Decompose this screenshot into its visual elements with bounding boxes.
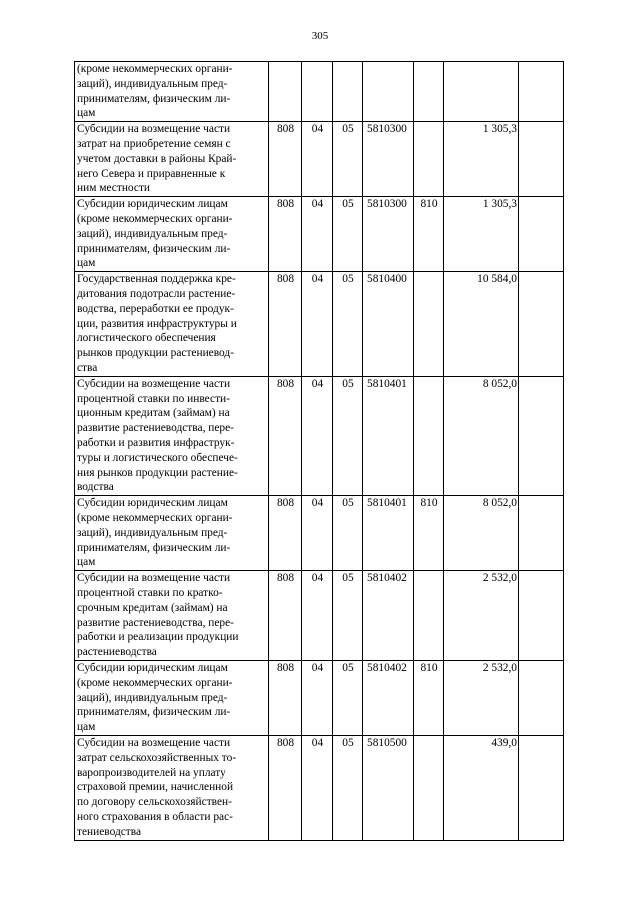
subsection-code-cell: 05 <box>333 735 363 840</box>
expense-name-line: водства <box>77 481 114 494</box>
subsection-code-cell <box>333 62 363 122</box>
extra-cell <box>519 122 564 197</box>
table-row <box>75 735 564 840</box>
extra-cell <box>519 272 564 377</box>
extra-cell <box>519 571 564 661</box>
expense-name-line: (кроме некоммерческих органи- <box>77 212 233 225</box>
budget-table <box>74 61 564 841</box>
expense-name-line: Субсидии на возмещение части <box>77 123 231 136</box>
table-row <box>75 122 564 197</box>
subsection-code-cell: 05 <box>333 272 363 377</box>
table-row <box>75 571 564 661</box>
amount-cell: 439,0 <box>444 735 519 840</box>
expense-name-cell <box>75 571 269 661</box>
expense-name-line: процентной ставки по инвести- <box>77 392 230 405</box>
ministry-code-cell <box>269 62 302 122</box>
expense-type-cell <box>414 272 444 377</box>
table-row <box>75 496 564 571</box>
ministry-code-cell: 808 <box>269 571 302 661</box>
section-code-cell: 04 <box>302 272 333 377</box>
expense-name-line: цам <box>77 556 96 569</box>
expense-name-line: (кроме некоммерческих органи- <box>77 511 233 524</box>
expense-name-line: цам <box>77 721 96 734</box>
expense-name-line: заций), индивидуальным пред- <box>77 526 228 539</box>
expense-name-line: растениеводства <box>77 646 157 659</box>
expense-name-line: логистического обеспечения <box>77 332 216 345</box>
extra-cell <box>519 660 564 735</box>
expense-name-cell <box>75 62 269 122</box>
expense-type-cell <box>414 735 444 840</box>
expense-name-line: принимателям, физическим ли- <box>77 92 231 105</box>
table-row <box>75 272 564 377</box>
expense-name-cell <box>75 197 269 272</box>
subsection-code-cell: 05 <box>333 496 363 571</box>
expense-name-line: дитования подотрасли растение- <box>77 287 236 300</box>
page-number: 305 <box>311 30 329 42</box>
ministry-code-cell: 808 <box>269 376 302 495</box>
expense-name-line: страховой премии, начисленной <box>77 781 234 794</box>
table-row <box>75 197 564 272</box>
section-code-cell: 04 <box>302 197 333 272</box>
expense-name-line: принимателям, физическим ли- <box>77 242 231 255</box>
section-code-cell <box>302 62 333 122</box>
expense-name-line: ства <box>77 361 98 374</box>
expense-name-line: Субсидии на возмещение части <box>77 572 231 585</box>
target-article-cell: 5810402 <box>363 571 414 661</box>
ministry-code-cell: 808 <box>269 197 302 272</box>
extra-cell <box>519 735 564 840</box>
expense-name-line: принимателям, физическим ли- <box>77 541 231 554</box>
expense-name-cell <box>75 735 269 840</box>
expense-name-line: ции, развития инфраструктуры и <box>77 317 237 330</box>
amount-cell: 1 305,3 <box>444 197 519 272</box>
subsection-code-cell: 05 <box>333 571 363 661</box>
ministry-code-cell: 808 <box>269 272 302 377</box>
expense-name-line: развитие растениеводства, пере- <box>77 616 234 629</box>
amount-cell: 2 532,0 <box>444 571 519 661</box>
expense-name-line: учетом доставки в районы Край- <box>77 152 237 165</box>
target-article-cell: 5810300 <box>363 122 414 197</box>
section-code-cell: 04 <box>302 496 333 571</box>
target-article-cell <box>363 62 414 122</box>
amount-cell: 10 584,0 <box>444 272 519 377</box>
target-article-cell: 5810402 <box>363 660 414 735</box>
extra-cell <box>519 62 564 122</box>
expense-name-line: ния рынков продукции растение- <box>77 466 238 479</box>
expense-type-cell <box>414 376 444 495</box>
subsection-code-cell: 05 <box>333 197 363 272</box>
expense-name-line: (кроме некоммерческих органи- <box>77 63 233 75</box>
extra-cell <box>519 197 564 272</box>
expense-type-cell <box>414 571 444 661</box>
expense-name-line: (кроме некоммерческих органи- <box>77 676 233 689</box>
expense-name-line: рынков продукции растениевод- <box>77 347 234 360</box>
expense-type-cell: 810 <box>414 197 444 272</box>
amount-cell: 2 532,0 <box>444 660 519 735</box>
section-code-cell: 04 <box>302 122 333 197</box>
subsection-code-cell: 05 <box>333 376 363 495</box>
expense-name-line: заций), индивидуальным пред- <box>77 691 228 704</box>
expense-name-line: варопроизводителей на уплату <box>77 766 226 779</box>
table-row <box>75 376 564 495</box>
expense-name-line: Субсидии юридическим лицам <box>77 497 228 510</box>
target-article-cell: 5810400 <box>363 272 414 377</box>
expense-name-line: ционным кредитам (займам) на <box>77 407 230 420</box>
ministry-code-cell: 808 <box>269 122 302 197</box>
expense-name-cell <box>75 496 269 571</box>
budget-table-body <box>75 62 564 841</box>
expense-type-cell <box>414 62 444 122</box>
amount-cell: 8 052,0 <box>444 376 519 495</box>
section-code-cell: 04 <box>302 660 333 735</box>
table-row <box>75 660 564 735</box>
ministry-code-cell: 808 <box>269 735 302 840</box>
table-row <box>75 62 564 122</box>
expense-name-line: срочным кредитам (займам) на <box>77 601 228 614</box>
target-article-cell: 5810401 <box>363 496 414 571</box>
expense-type-cell: 810 <box>414 496 444 571</box>
amount-cell: 8 052,0 <box>444 496 519 571</box>
expense-name-cell <box>75 272 269 377</box>
amount-cell: 1 305,3 <box>444 122 519 197</box>
expense-name-line: работки и развития инфраструк- <box>77 436 235 449</box>
expense-name-line: цам <box>77 257 96 270</box>
expense-name-line: заций), индивидуальным пред- <box>77 77 228 90</box>
target-article-cell: 5810500 <box>363 735 414 840</box>
target-article-cell: 5810401 <box>363 376 414 495</box>
expense-name-line: Субсидии юридическим лицам <box>77 198 228 211</box>
expense-name-line: развитие растениеводства, пере- <box>77 422 234 435</box>
expense-name-line: процентной ставки по кратко- <box>77 586 223 599</box>
expense-name-cell <box>75 122 269 197</box>
expense-name-line: ним местности <box>77 182 151 195</box>
expense-name-line: работки и реализации продукции <box>77 631 239 644</box>
expense-name-line: по договору сельскохозяйствен- <box>77 796 232 809</box>
expense-name-line: тениеводства <box>77 825 142 838</box>
expense-name-line: Субсидии юридическим лицам <box>77 661 228 674</box>
extra-cell <box>519 376 564 495</box>
target-article-cell: 5810300 <box>363 197 414 272</box>
expense-name-line: ного страхования в области рас- <box>77 810 233 823</box>
expense-name-line: затрат сельскохозяйственных то- <box>77 751 237 764</box>
subsection-code-cell: 05 <box>333 660 363 735</box>
expense-name-cell <box>75 376 269 495</box>
extra-cell <box>519 496 564 571</box>
expense-name-line: туры и логистического обеспече- <box>77 451 238 464</box>
ministry-code-cell: 808 <box>269 496 302 571</box>
expense-name-line: затрат на приобретение семян с <box>77 137 231 150</box>
expense-name-line: Субсидии на возмещение части <box>77 377 231 390</box>
expense-name-line: него Севера и приравненные к <box>77 167 226 180</box>
amount-cell <box>444 62 519 122</box>
section-code-cell: 04 <box>302 735 333 840</box>
expense-name-line: заций), индивидуальным пред- <box>77 227 228 240</box>
expense-type-cell <box>414 122 444 197</box>
expense-type-cell: 810 <box>414 660 444 735</box>
ministry-code-cell: 808 <box>269 660 302 735</box>
expense-name-line: водства, переработки ее продук- <box>77 302 234 315</box>
expense-name-line: принимателям, физическим ли- <box>77 706 231 719</box>
section-code-cell: 04 <box>302 571 333 661</box>
subsection-code-cell: 05 <box>333 122 363 197</box>
expense-name-cell <box>75 660 269 735</box>
expense-name-line: Государственная поддержка кре- <box>77 273 236 286</box>
section-code-cell: 04 <box>302 376 333 495</box>
expense-name-line: Субсидии на возмещение части <box>77 736 231 749</box>
expense-name-line: цам <box>77 107 96 120</box>
